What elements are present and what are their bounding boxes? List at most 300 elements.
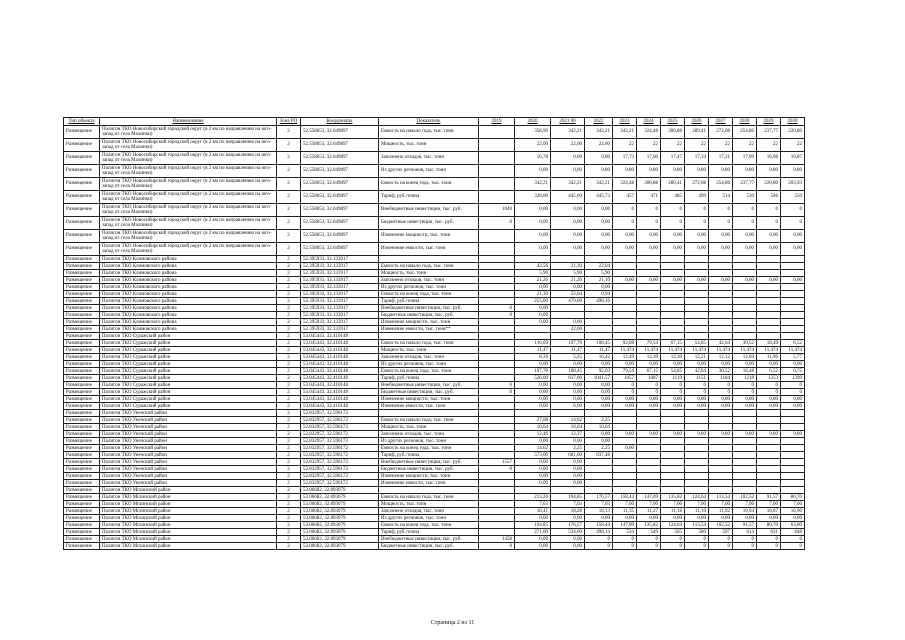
- table-cell: 53.045443, 32.410148: [301, 340, 379, 347]
- table-row: [64, 382, 805, 389]
- table-cell: [661, 298, 685, 305]
- table-cell: 2: [277, 291, 301, 298]
- table-cell: 63,80: [781, 522, 805, 529]
- table-cell: [733, 459, 757, 466]
- table-cell: 0,00: [585, 389, 613, 396]
- table-row: [64, 319, 805, 326]
- table-cell: 0,00: [685, 165, 709, 178]
- table-cell: 53.06682, 32.893079: [301, 543, 379, 550]
- table-cell: 0,00: [515, 438, 551, 445]
- table-cell: 7,00: [685, 501, 709, 508]
- table-cell: [479, 230, 515, 243]
- table-cell: 11,96: [757, 354, 781, 361]
- table-cell: 0: [781, 543, 805, 550]
- table-cell: 0: [637, 543, 661, 550]
- table-cell: [637, 410, 661, 417]
- table-cell: 0,00: [551, 515, 585, 522]
- table-cell: 124,64: [685, 494, 709, 501]
- table-cell: 52.558053, 32.049897: [301, 152, 379, 165]
- table-cell: Из других регионов, тыс. тонн: [379, 284, 479, 291]
- table-cell: 0: [757, 217, 781, 230]
- table-cell: 0,00: [515, 165, 551, 178]
- table-cell: 2: [277, 417, 301, 424]
- table-cell: [757, 298, 781, 305]
- table-cell: 67,15: [661, 340, 685, 347]
- table-cell: [551, 256, 585, 263]
- table-cell: [637, 452, 661, 459]
- table-cell: [733, 263, 757, 270]
- table-cell: 237,77: [733, 178, 757, 191]
- table-cell: 0,00: [709, 403, 733, 410]
- table-cell: 2: [277, 466, 301, 473]
- table-cell: 91,57: [733, 522, 757, 529]
- table-cell: Емкость на начало года, тыс. тонн: [379, 126, 479, 139]
- table-cell: Емкость на начало года, тыс. тонн: [379, 494, 479, 501]
- table-cell: [661, 312, 685, 319]
- table-cell: 648: [781, 529, 805, 536]
- column-header: 2027: [709, 118, 733, 126]
- table-cell: 0,00: [585, 217, 613, 230]
- table-cell: 10,64: [585, 424, 613, 431]
- table-cell: Размещение: [64, 459, 100, 466]
- table-row: [64, 543, 805, 550]
- table-cell: 2: [277, 543, 301, 550]
- table-cell: Из других регионов, тыс. тонн: [379, 515, 479, 522]
- table-cell: 0,00: [661, 230, 685, 243]
- table-cell: 2: [277, 494, 301, 501]
- table-cell: [733, 424, 757, 431]
- table-cell: 2: [277, 473, 301, 480]
- table-cell: 16,90: [781, 508, 805, 515]
- table-cell: 0: [781, 217, 805, 230]
- table-cell: 306,88: [661, 126, 685, 139]
- table-cell: 42,64: [685, 368, 709, 375]
- table-cell: 0,00: [685, 431, 709, 438]
- table-cell: [613, 417, 637, 424]
- column-header: 2020: [515, 118, 551, 126]
- table-cell: [733, 438, 757, 445]
- table-cell: 0,00: [515, 403, 551, 410]
- table-cell: 213,26: [515, 494, 551, 501]
- table-cell: 52.558053, 32.049897: [301, 243, 379, 256]
- table-cell: Размещение: [64, 333, 100, 340]
- table-cell: 0,00: [733, 243, 757, 256]
- table-row: [64, 256, 805, 263]
- table-cell: 2: [277, 326, 301, 333]
- table-cell: [781, 473, 805, 480]
- table-cell: 0,00: [709, 431, 733, 438]
- table-cell: 2: [277, 178, 301, 191]
- table-cell: [585, 459, 613, 466]
- table-cell: 0,00: [613, 396, 637, 403]
- table-cell: [661, 263, 685, 270]
- table-cell: 0,00: [781, 243, 805, 256]
- table-cell: [479, 139, 515, 152]
- table-cell: [479, 277, 515, 284]
- table-cell: Полигон ТКО Климовского района: [100, 312, 277, 319]
- table-cell: [685, 452, 709, 459]
- table-cell: Полигон ТКО Мглинский район: [100, 515, 277, 522]
- table-cell: 220,80: [757, 178, 781, 191]
- table-cell: [781, 459, 805, 466]
- table-cell: [709, 452, 733, 459]
- table-cell: [551, 487, 585, 494]
- table-row: [64, 396, 805, 403]
- table-row: [64, 389, 805, 396]
- table-cell: 0,00: [551, 396, 585, 403]
- table-cell: 0,00: [515, 230, 551, 243]
- table-cell: 2: [277, 403, 301, 410]
- table-cell: 1253: [757, 375, 781, 382]
- table-cell: Внебюджетные инвестиции, тыс. руб.: [379, 459, 479, 466]
- table-cell: Размещение: [64, 410, 100, 417]
- table-cell: 52.395933, 32.133917: [301, 263, 379, 270]
- table-cell: [781, 263, 805, 270]
- table-cell: 22: [661, 139, 685, 152]
- table-cell: [709, 410, 733, 417]
- table-row: [64, 191, 805, 204]
- table-cell: [685, 291, 709, 298]
- table-cell: [637, 473, 661, 480]
- table-cell: [781, 417, 805, 424]
- table-cell: 2: [277, 438, 301, 445]
- table-cell: [661, 445, 685, 452]
- table-cell: [613, 410, 637, 417]
- table-cell: 342,21: [613, 126, 637, 139]
- table-cell: 52.558053, 32.049897: [301, 217, 379, 230]
- table-cell: 0,00: [781, 403, 805, 410]
- table-cell: [613, 319, 637, 326]
- table-cell: [585, 326, 613, 333]
- column-header: 2023: [613, 118, 637, 126]
- table-cell: 0,00: [685, 403, 709, 410]
- table-cell: 22,00: [551, 139, 585, 152]
- table-cell: 53.06682, 32.893079: [301, 529, 379, 536]
- table-cell: [515, 487, 551, 494]
- table-row: [64, 431, 805, 438]
- table-cell: 108,45: [551, 368, 585, 375]
- table-cell: 21,30: [515, 291, 551, 298]
- table-cell: 54,85: [685, 340, 709, 347]
- table-cell: [479, 263, 515, 270]
- table-cell: 5,90: [585, 270, 613, 277]
- table-cell: Полигон ТКО Мглинский район: [100, 494, 277, 501]
- table-cell: Размещение: [64, 354, 100, 361]
- table-cell: 0,00: [551, 543, 585, 550]
- table-cell: Размещение: [64, 536, 100, 543]
- table-cell: 52.395933, 32.133917: [301, 256, 379, 263]
- table-cell: 91,57: [757, 494, 781, 501]
- table-cell: [613, 291, 637, 298]
- table-cell: 17,09: [733, 152, 757, 165]
- table-cell: Полигон ТКО Мглинский район: [100, 536, 277, 543]
- table-cell: 2: [277, 375, 301, 382]
- table-cell: [661, 417, 685, 424]
- table-cell: Тариф, руб./тонна: [379, 298, 479, 305]
- column-header: 2024: [637, 118, 661, 126]
- table-cell: 0,00: [551, 230, 585, 243]
- table-cell: 2: [277, 354, 301, 361]
- table-cell: 2: [277, 270, 301, 277]
- table-cell: [709, 445, 733, 452]
- table-cell: 0: [757, 389, 781, 396]
- table-cell: Размещение: [64, 389, 100, 396]
- table-cell: [757, 466, 781, 473]
- table-row: [64, 368, 805, 375]
- table-cell: [479, 522, 515, 529]
- table-cell: 342,21: [551, 126, 585, 139]
- table-cell: [781, 445, 805, 452]
- table-cell: Размещение: [64, 466, 100, 473]
- table-cell: 0: [733, 543, 757, 550]
- table-cell: 0: [733, 217, 757, 230]
- table-cell: [781, 438, 805, 445]
- table-row: [64, 126, 805, 139]
- table-cell: [781, 312, 805, 319]
- table-cell: [781, 256, 805, 263]
- table-cell: Полигон ТКО Климовского района: [100, 319, 277, 326]
- table-cell: 2: [277, 319, 301, 326]
- table-cell: [613, 480, 637, 487]
- table-cell: [685, 256, 709, 263]
- table-cell: 0,00: [781, 165, 805, 178]
- table-cell: Полигон ТКО Климовского района: [100, 263, 277, 270]
- table-cell: 0,00: [637, 230, 661, 243]
- table-cell: Размещение: [64, 424, 100, 431]
- table-cell: [479, 424, 515, 431]
- table-cell: [479, 494, 515, 501]
- table-row: [64, 340, 805, 347]
- table-cell: 12,39: [637, 354, 661, 361]
- table-cell: 0,00: [585, 431, 613, 438]
- table-cell: 10,64: [515, 424, 551, 431]
- table-cell: [585, 333, 613, 340]
- table-cell: 0: [781, 389, 805, 396]
- table-cell: 6,52: [781, 340, 805, 347]
- table-cell: [479, 191, 515, 204]
- table-cell: 0,00: [661, 396, 685, 403]
- table-cell: [479, 298, 515, 305]
- table-cell: Полигон ТКО Унечский район: [100, 459, 277, 466]
- table-cell: 107,70: [551, 340, 585, 347]
- table-cell: 272,08: [685, 178, 709, 191]
- table-cell: Полигон ТКО Унечский район: [100, 473, 277, 480]
- table-cell: [709, 480, 733, 487]
- table-cell: 42,56: [515, 263, 551, 270]
- table-cell: [613, 487, 637, 494]
- table-cell: 52.395933, 32.133917: [301, 291, 379, 298]
- table-cell: 52.395933, 32.133917: [301, 312, 379, 319]
- table-cell: [637, 459, 661, 466]
- table-cell: [585, 319, 613, 326]
- table-cell: 2: [277, 139, 301, 152]
- table-cell: [637, 284, 661, 291]
- table-cell: Изменение мощности, тыс. тонн: [379, 396, 479, 403]
- table-cell: Заполнено отходов, тыс. тонн: [379, 277, 479, 284]
- table-cell: 7,00: [613, 501, 637, 508]
- table-cell: 53.045443, 32.410148: [301, 354, 379, 361]
- table-cell: 52.558053, 32.049897: [301, 165, 379, 178]
- table-cell: Заполнено отходов, тыс. тонн: [379, 431, 479, 438]
- table-cell: Полигон ТКО Унечский район: [100, 445, 277, 452]
- table-cell: 1057: [613, 375, 637, 382]
- table-cell: 2: [277, 312, 301, 319]
- table-cell: 0,00: [515, 305, 551, 312]
- table-cell: [661, 480, 685, 487]
- table-cell: 0,00: [709, 230, 733, 243]
- table-cell: 2: [277, 515, 301, 522]
- table-cell: [733, 270, 757, 277]
- table-cell: 2: [277, 256, 301, 263]
- table-cell: [479, 126, 515, 139]
- table-cell: Полигон ТКО Новосибирский городской округ (в 2 км по направлению на юго-запад от села Малинки): [100, 178, 277, 191]
- table-cell: 0,00: [585, 204, 613, 217]
- table-cell: [781, 291, 805, 298]
- table-cell: [637, 326, 661, 333]
- table-cell: 2: [277, 487, 301, 494]
- table-cell: 12,49: [613, 354, 637, 361]
- table-cell: 52.558053, 32.049897: [301, 230, 379, 243]
- table-cell: Размещение: [64, 361, 100, 368]
- table-cell: [709, 473, 733, 480]
- table-cell: 0,00: [515, 459, 551, 466]
- table-cell: Полигон ТКО Климовского района: [100, 326, 277, 333]
- table-cell: 194,85: [551, 494, 585, 501]
- table-cell: [757, 417, 781, 424]
- table-row: [64, 204, 805, 217]
- table-cell: 0: [685, 382, 709, 389]
- table-cell: [613, 270, 637, 277]
- table-cell: 255,00: [515, 298, 551, 305]
- table-cell: [685, 312, 709, 319]
- table-cell: 0,00: [685, 361, 709, 368]
- table-cell: [479, 396, 515, 403]
- column-header: 2019: [479, 118, 515, 126]
- table-cell: 52.395933, 32.133917: [301, 305, 379, 312]
- table-cell: 306,88: [637, 178, 661, 191]
- table-cell: 0,00: [585, 396, 613, 403]
- table-cell: [479, 347, 515, 354]
- table-row: [64, 501, 805, 508]
- table-cell: 107,70: [515, 368, 551, 375]
- table-cell: 0,00: [733, 230, 757, 243]
- table-cell: [661, 438, 685, 445]
- table-cell: 52.832957, 32.596172: [301, 438, 379, 445]
- table-cell: [709, 291, 733, 298]
- table-cell: [781, 452, 805, 459]
- table-cell: 79,54: [613, 368, 637, 375]
- table-cell: Емкость на конец года, тыс. тонн: [379, 445, 479, 452]
- table-cell: 0: [685, 204, 709, 217]
- table-cell: 7,00: [709, 501, 733, 508]
- table-cell: 18,28: [551, 508, 585, 515]
- table-row: [64, 277, 805, 284]
- table-cell: 176,57: [585, 494, 613, 501]
- table-row: [64, 473, 805, 480]
- table-cell: 0: [781, 536, 805, 543]
- table-cell: [709, 459, 733, 466]
- table-cell: 342,21: [515, 178, 551, 191]
- table-cell: 0,00: [551, 382, 585, 389]
- table-cell: [613, 424, 637, 431]
- column-header: 2028: [733, 118, 757, 126]
- table-cell: 52.395933, 32.133917: [301, 284, 379, 291]
- table-cell: 328,00: [515, 191, 551, 204]
- table-cell: 52.832957, 32.596172: [301, 480, 379, 487]
- table-cell: 11,47: [551, 347, 585, 354]
- table-cell: [479, 319, 515, 326]
- table-cell: [479, 284, 515, 291]
- table-cell: [613, 473, 637, 480]
- table-cell: 0,00: [757, 230, 781, 243]
- table-cell: Размещение: [64, 165, 100, 178]
- table-cell: 22: [613, 139, 637, 152]
- table-cell: 2: [277, 126, 301, 139]
- table-cell: 0: [709, 536, 733, 543]
- table-cell: 534: [613, 529, 637, 536]
- table-cell: [709, 438, 733, 445]
- table-row: [64, 452, 805, 459]
- table-cell: Емкость на конец года, тыс. тонн: [379, 291, 479, 298]
- table-cell: 0,00: [733, 403, 757, 410]
- table-cell: [733, 466, 757, 473]
- table-cell: 0,00: [733, 165, 757, 178]
- table-cell: [757, 452, 781, 459]
- table-cell: 6,52: [757, 368, 781, 375]
- table-cell: Полигон ТКО Суражский район: [100, 403, 277, 410]
- table-cell: 11,474: [757, 347, 781, 354]
- table-cell: 0: [479, 312, 515, 319]
- table-cell: [781, 298, 805, 305]
- table-row: [64, 480, 805, 487]
- column-header: Тип объекта: [64, 118, 100, 126]
- table-cell: Полигон ТКО Климовского района: [100, 298, 277, 305]
- table-cell: Полигон ТКО Суражский район: [100, 396, 277, 403]
- table-row: [64, 487, 805, 494]
- table-cell: 0: [613, 217, 637, 230]
- table-cell: [661, 459, 685, 466]
- table-cell: [781, 270, 805, 277]
- table-cell: [637, 298, 661, 305]
- table-row: [64, 438, 805, 445]
- table-cell: [685, 417, 709, 424]
- table-cell: Размещение: [64, 277, 100, 284]
- table-cell: [479, 529, 515, 536]
- table-cell: [479, 403, 515, 410]
- table-cell: Из других регионов, тыс. тонн: [379, 438, 479, 445]
- table-cell: 0,00: [551, 243, 585, 256]
- table-cell: 0,00: [551, 152, 585, 165]
- table-cell: Тариф, руб./тонна: [379, 375, 479, 382]
- table-cell: 324,48: [637, 126, 661, 139]
- table-cell: 0,00: [585, 230, 613, 243]
- table-cell: [613, 284, 637, 291]
- table-cell: 27,08: [515, 417, 551, 424]
- table-cell: 22: [685, 139, 709, 152]
- table-cell: 0,00: [585, 243, 613, 256]
- table-cell: 53.06682, 32.893079: [301, 501, 379, 508]
- table-cell: 2: [277, 424, 301, 431]
- table-cell: 0: [613, 204, 637, 217]
- table-cell: 30,52: [733, 340, 757, 347]
- table-cell: 0,00: [551, 165, 585, 178]
- table-cell: Размещение: [64, 217, 100, 230]
- table-cell: [685, 305, 709, 312]
- table-cell: [757, 284, 781, 291]
- table-cell: 52.832957, 32.596172: [301, 417, 379, 424]
- table-cell: Полигон ТКО Новосибирский городской округ (в 2 км по направлению на юго-запад от села Малинки): [100, 152, 277, 165]
- table-cell: 597: [709, 529, 733, 536]
